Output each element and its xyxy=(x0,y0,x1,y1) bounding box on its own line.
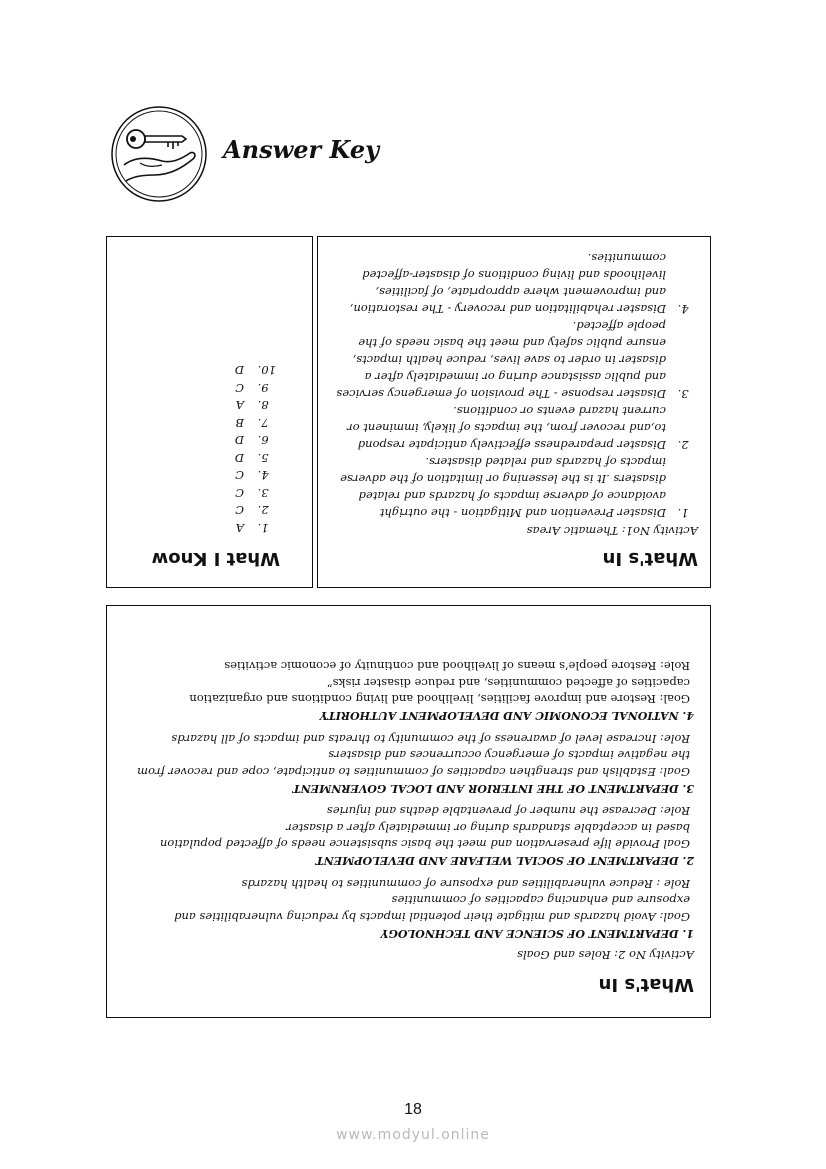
what-i-know-box xyxy=(106,236,313,588)
activity-subheading: Activity No1: Thematic Areas xyxy=(526,524,698,538)
thematic-area-item: 2. Disaster preparedness effectively anticipate respond to,and recover from, the impacts of likely, imminent or current hazard events or conditions. xyxy=(332,402,674,453)
answer-item: 10. D xyxy=(121,361,254,379)
watermark: www.modyul.online xyxy=(336,1127,490,1143)
thematic-area-item: 1. Disaster Prevention and Mitigation - the outright avoidance of adverse impacts of hazards and related disasters .It is the lessening or limitation of the adverse impacts of hazards and related disasters. xyxy=(332,453,674,521)
answer-item: 3. C xyxy=(121,484,254,502)
agency-goal: Goal Provide life preservation and meet the basic subsistence needs of affected population xyxy=(159,837,690,852)
activity-subheading: Activity No 2: Roles and Goals xyxy=(517,948,694,962)
agency-role: Role: Decrease the number of preventable deaths and injuries xyxy=(326,804,690,819)
answer-item: 2. C xyxy=(121,501,254,519)
thematic-area-item: 3. Disaster response - The provision of emergency services and public assistance during or immediately after a disaster in order to save lives, reduce health impacts, ensure public safety and meet the basic needs of the people affected. xyxy=(332,317,674,402)
answer-item: 4. C xyxy=(121,466,254,484)
agency-title: 2. DEPARTMENT OF SOCIAL WELFARE AND DEVELOPMENT xyxy=(315,854,694,868)
section-heading: What's In xyxy=(602,548,698,569)
answer-list xyxy=(121,361,280,536)
key-in-hand-icon xyxy=(110,105,208,203)
agency-goal: capacities of affected communities, and reduce disaster risks” xyxy=(326,676,690,690)
agency-goal: Goal: Restore and improve facilities, livelihood and living conditions and organization xyxy=(189,692,690,707)
agency-goal: Goal: Avoid hazards and mitigate their potential impacts by reducing vulnerabilities and xyxy=(174,910,690,924)
agency-goal: exposure and enhancing capacities of communities xyxy=(391,893,690,908)
agency-role: Role: Increase level of awareness of the community to threats and impacts of all hazards xyxy=(171,732,690,746)
agency-goal: the negative impacts of emergency occurrences and disasters xyxy=(328,748,690,763)
agency-goal: based in acceptable standards during or immediately after a disaster xyxy=(286,821,690,835)
agency-role: Role: Restore people’s means of livelihood and continuity of economic activities xyxy=(224,659,690,674)
thematic-areas-list xyxy=(332,249,698,521)
agency-title: 3. DEPARTMENT OF THE INTERIOR AND LOCAL GOVERNMENT xyxy=(292,782,694,795)
answer-item: 8. A xyxy=(121,396,254,414)
section-heading: What I Know xyxy=(151,548,280,569)
answer-item: 7. B xyxy=(121,414,254,432)
whats-in-roles-goals-box xyxy=(106,605,711,1018)
agency-block xyxy=(121,658,694,725)
section-heading: What's In xyxy=(598,974,694,995)
answer-item: 9. C xyxy=(121,379,254,397)
agency-block xyxy=(121,876,694,943)
answer-key-title: Answer Key xyxy=(223,135,380,164)
answer-item: 6. D xyxy=(121,431,254,449)
page-number: 18 xyxy=(404,1101,422,1118)
agency-block xyxy=(121,803,694,870)
agency-goal: Goal: Establish and strengthen capacities of communities to anticipate, cope and recover from xyxy=(137,765,690,779)
answer-item: 1. A xyxy=(121,519,254,537)
whats-in-thematic-areas-box xyxy=(317,236,711,588)
agency-title: 1. DEPARTMENT OF SCIENCE AND TECHNOLOGY xyxy=(380,927,694,940)
agency-title: 4. NATIONAL ECONOMIC AND DEVELOPMENT AUTHORITY xyxy=(319,709,694,723)
answer-item: 5. D xyxy=(121,449,254,467)
thematic-area-item: 4. Disaster rehabilitation and recovery - The restoration, and improvement where appropriate, of facilities, livelihoods and living conditions of disaster-affected communities. xyxy=(332,249,674,317)
agency-block xyxy=(121,731,694,798)
agency-role: Role : Reduce vulnerabilities and exposure of communities to health hazards xyxy=(241,877,690,891)
